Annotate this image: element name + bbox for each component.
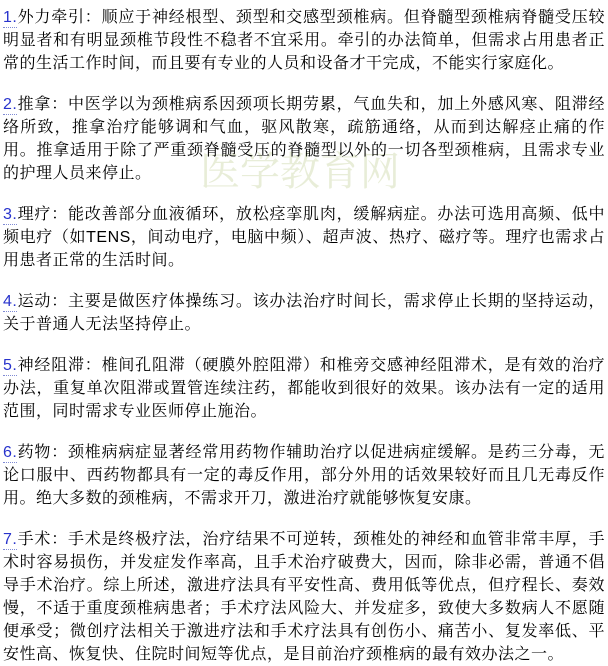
paragraph-number: 7. [3, 531, 18, 548]
paragraph-text: 外力牵引：顺应于神经根型、颈型和交感型颈椎病。但脊髓型颈椎病脊髓受压较明显者和有明显颈椎节段性不稳者不宜采用。牵引的办法简单，但需求占用患者正常的生活工作时间，而且要有专业的人员和设备才干完成，不能实行家庭化。 [3, 9, 605, 72]
treatment-paragraph-massage [3, 93, 605, 185]
watermark: 医学教育网 [200, 150, 400, 194]
treatment-paragraph-nerve-block [3, 354, 605, 423]
paragraph-text: 手术：手术是终极疗法，治疗结果不可逆转，颈椎处的神经和血管非常丰厚，手术时容易损伤，并发症发作率高，且手术治疗破费大，因而，除非必需，普通不倡导手术治疗。综上所述，激进疗法具有平安性高、费用低等优点，但疗程长、奏效慢，不适于重度颈椎病患者；手术疗法风险大、并发症多，致使大多数病人不愿随便承受；微创疗法相关于激进疗法和手术疗法具有创伤小、痛苦小、复发率低、平安性高、恢复快、住院时间短等优点，是目前治疗颈椎病的最有效办法之一。 [3, 531, 605, 663]
paragraph-number: 3. [3, 206, 18, 223]
paragraph-number: 6. [3, 444, 18, 461]
paragraph-number: 1. [3, 9, 18, 26]
treatment-paragraph-exercise [3, 290, 605, 336]
paragraph-text: 神经阻滞：椎间孔阻滞（硬膜外腔阻滞）和椎旁交感神经阻滞术，是有效的治疗办法，重复单次阻滞或置管连续注药，都能收到很好的效果。该办法有一定的适用范围，同时需求专业医师停止施治。 [3, 357, 605, 420]
paragraph-text: 理疗：能改善部分血液循环，放松痉挛肌肉，缓解病症。办法可选用高频、低中频电疗（如TENS，间动电疗，电脑中频）、超声波、热疗、磁疗等。理疗也需求占用患者正常的生活时间。 [3, 206, 605, 269]
paragraph-text: 推拿：中医学以为颈椎病系因颈项长期劳累，气血失和，加上外感风寒、阻滞经络所致，推拿治疗能够调和气血，驱风散寒，疏筋通络，从而到达解痉止痛的作用。推拿适用于除了严重颈脊髓受压的脊髓型以外的一切各型颈椎病，且需求专业的护理人员来停止。 [3, 96, 605, 182]
treatment-paragraph-physiotherapy [3, 203, 605, 272]
paragraph-text: 药物：颈椎病病症显著经常用药物作辅助治疗以促进病症缓解。是药三分毒，无论口服中、西药物都具有一定的毒反作用，部分外用的话效果较好而且几无毒反作用。绝大多数的颈椎病，不需求开刀，激进治疗就能够恢复安康。 [3, 444, 605, 507]
paragraph-number: 5. [3, 357, 18, 374]
treatment-paragraph-traction [3, 6, 605, 75]
treatment-paragraph-surgery [3, 528, 605, 666]
paragraph-number: 2. [3, 96, 18, 113]
paragraph-text: 运动：主要是做医疗体操练习。该办法治疗时间长，需求停止长期的坚持运动，关于普通人无法坚持停止。 [3, 293, 605, 333]
paragraph-number: 4. [3, 293, 18, 310]
treatment-paragraph-medication [3, 441, 605, 510]
